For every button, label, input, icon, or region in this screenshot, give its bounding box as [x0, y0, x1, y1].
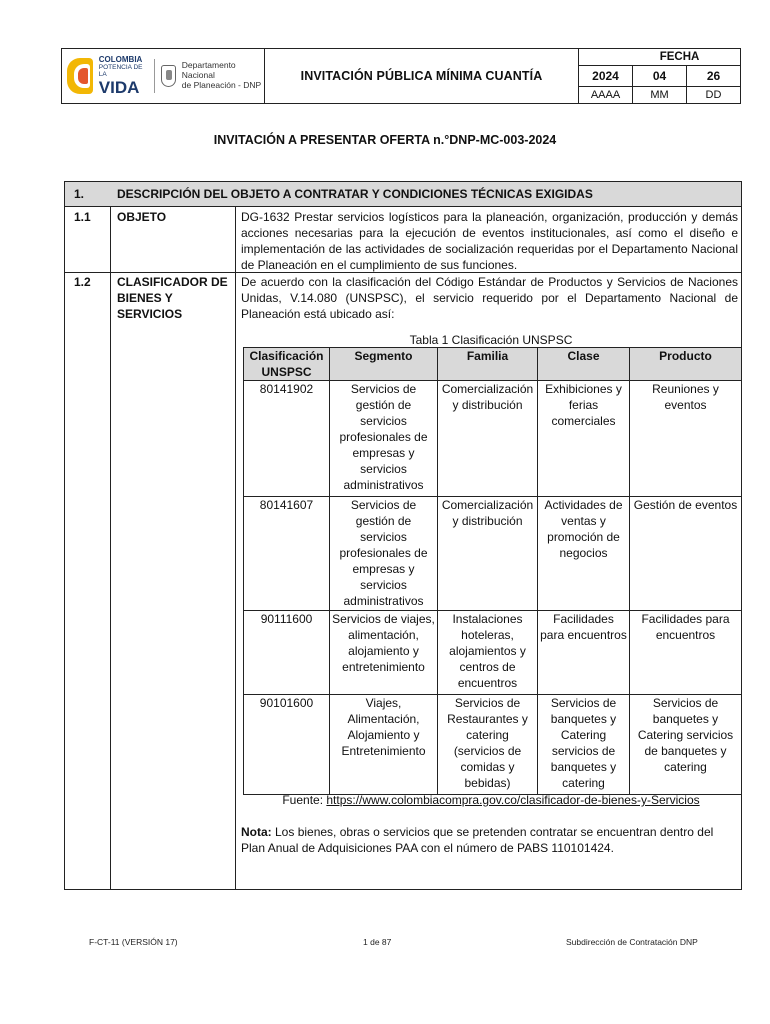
- cell-familia: Comercialización y distribución: [438, 497, 538, 611]
- logo-line-3: VIDA: [98, 78, 140, 97]
- table-row: [244, 611, 742, 695]
- coat-of-arms-icon: [161, 65, 176, 87]
- date-day: 26: [686, 66, 740, 86]
- row-divider: [65, 272, 741, 273]
- dnp-name-line-2: de Planeación - DNP: [181, 79, 262, 90]
- table-source: [241, 793, 741, 807]
- header-title: INVITACIÓN PÚBLICA MÍNIMA CUANTÍA: [265, 49, 579, 103]
- footer-form-code: F-CT-11 (VERSIÓN 17): [89, 937, 178, 947]
- date-label: FECHA: [659, 51, 700, 63]
- footer-office: Subdirección de Contratación DNP: [566, 937, 698, 947]
- cell-code: 80141902: [244, 381, 330, 497]
- cell-code: 80141607: [244, 497, 330, 611]
- document-heading: INVITACIÓN A PRESENTAR OFERTA n.°DNP-MC-003-2024: [213, 133, 557, 147]
- date-values: [579, 65, 740, 87]
- header-clase: Clase: [538, 348, 630, 381]
- cell-familia: Instalaciones hoteleras, alojamientos y centros de encuentros: [438, 611, 538, 695]
- cell-segmento: Servicios de gestión de servicios profesionales de empresas y servicios administrativos: [330, 381, 438, 497]
- section-header: [65, 182, 741, 207]
- row-number-1-2: 1.2: [74, 275, 91, 289]
- year-format: AAAA: [590, 89, 621, 101]
- unspsc-table: [243, 347, 742, 795]
- table-row: [244, 695, 742, 795]
- date-block: [579, 49, 740, 103]
- dnp-name: [182, 61, 264, 90]
- table-header-row: [244, 348, 742, 381]
- cell-producto: Reuniones y eventos: [630, 381, 742, 497]
- logo-area: [62, 49, 265, 103]
- source-link[interactable]: https://www.colombiacompra.gov.co/clasificador-de-bienes-y-Servicios: [326, 793, 700, 807]
- section-number: 1.: [74, 187, 85, 201]
- dnp-name-line-1: Departamento Nacional: [181, 60, 236, 81]
- cell-segmento: Servicios de viajes, alimentación, alojamiento y entretenimiento: [330, 611, 438, 695]
- clasificador-text: De acuerdo con la clasificación del Código Estándar de Productos y Servicios de Naciones Unidas, V.14.080 (UNSPSC), el servicio requerido por el Departamento Nacional de Planeación está ubicado así:: [241, 275, 738, 321]
- logo-line-1: COLOMBIA: [98, 55, 143, 64]
- note-text: Los bienes, obras o servicios que se pretenden contratar se encuentran dentro del Plan Anual de Adquisiciones PAA con el número de PABS 110101424.: [241, 825, 714, 855]
- colombia-logo-text: [99, 56, 148, 96]
- date-format-labels: [579, 87, 740, 103]
- table-row: [244, 381, 742, 497]
- day-format: DD: [686, 87, 740, 103]
- table-row: [244, 497, 742, 611]
- table-caption: Tabla 1 Clasificación UNSPSC: [409, 333, 573, 347]
- cell-clase: Servicios de banquetes y Catering servicios de banquetes y catering: [538, 695, 630, 795]
- row-label-objeto: OBJETO: [117, 210, 167, 224]
- cell-familia: Comercialización y distribución: [438, 381, 538, 497]
- date-year: 2024: [592, 69, 619, 83]
- cell-clase: Exhibiciones y ferias comerciales: [538, 381, 630, 497]
- requirements-table: [64, 181, 742, 890]
- date-month: 04: [632, 66, 686, 86]
- cell-code: 90111600: [244, 611, 330, 695]
- row-label-clasificador: CLASIFICADOR DE BIENES Y SERVICIOS: [117, 275, 228, 321]
- cell-code: 90101600: [244, 695, 330, 795]
- colombia-logo-icon: [67, 56, 93, 96]
- row-number-1-1: 1.1: [74, 210, 91, 224]
- cell-producto: Facilidades para encuentros: [630, 611, 742, 695]
- note-label: Nota:: [241, 825, 272, 839]
- header-familia: Familia: [438, 348, 538, 381]
- cell-clase: Facilidades para encuentros: [538, 611, 630, 695]
- source-label: Fuente:: [282, 793, 327, 807]
- objeto-text: DG-1632 Prestar servicios logísticos para la planeación, organización, producción y demás acciones necesarias para la ejecución de eventos institucionales, así como el diseño e implementación de las actividades de socialización requeridas por el Departamento Nacional de Planeación en el cumplimiento de sus funciones.: [241, 210, 738, 272]
- month-format: MM: [632, 87, 686, 103]
- logo-divider: [154, 59, 155, 93]
- logo-line-2: POTENCIA DE LA: [98, 64, 143, 78]
- cell-familia: Servicios de Restaurantes y catering (servicios de comidas y bebidas): [438, 695, 538, 795]
- footer-page-number: 1 de 87: [363, 937, 392, 947]
- cell-producto: Servicios de banquetes y Catering servicios de banquetes y catering: [630, 695, 742, 795]
- cell-segmento: Servicios de gestión de servicios profesionales de empresas y servicios administrativos: [330, 497, 438, 611]
- cell-producto: Gestión de eventos: [630, 497, 742, 611]
- document-header: [61, 48, 741, 104]
- header-clasificacion: Clasificación UNSPSC: [244, 348, 330, 381]
- cell-segmento: Viajes, Alimentación, Alojamiento y Entretenimiento: [330, 695, 438, 795]
- note-paragraph: [241, 824, 740, 856]
- section-title: DESCRIPCIÓN DEL OBJETO A CONTRATAR Y CONDICIONES TÉCNICAS EXIGIDAS: [117, 187, 593, 201]
- column-divider-1: [110, 182, 111, 889]
- header-producto: Producto: [630, 348, 742, 381]
- header-segmento: Segmento: [330, 348, 438, 381]
- cell-clase: Actividades de ventas y promoción de negocios: [538, 497, 630, 611]
